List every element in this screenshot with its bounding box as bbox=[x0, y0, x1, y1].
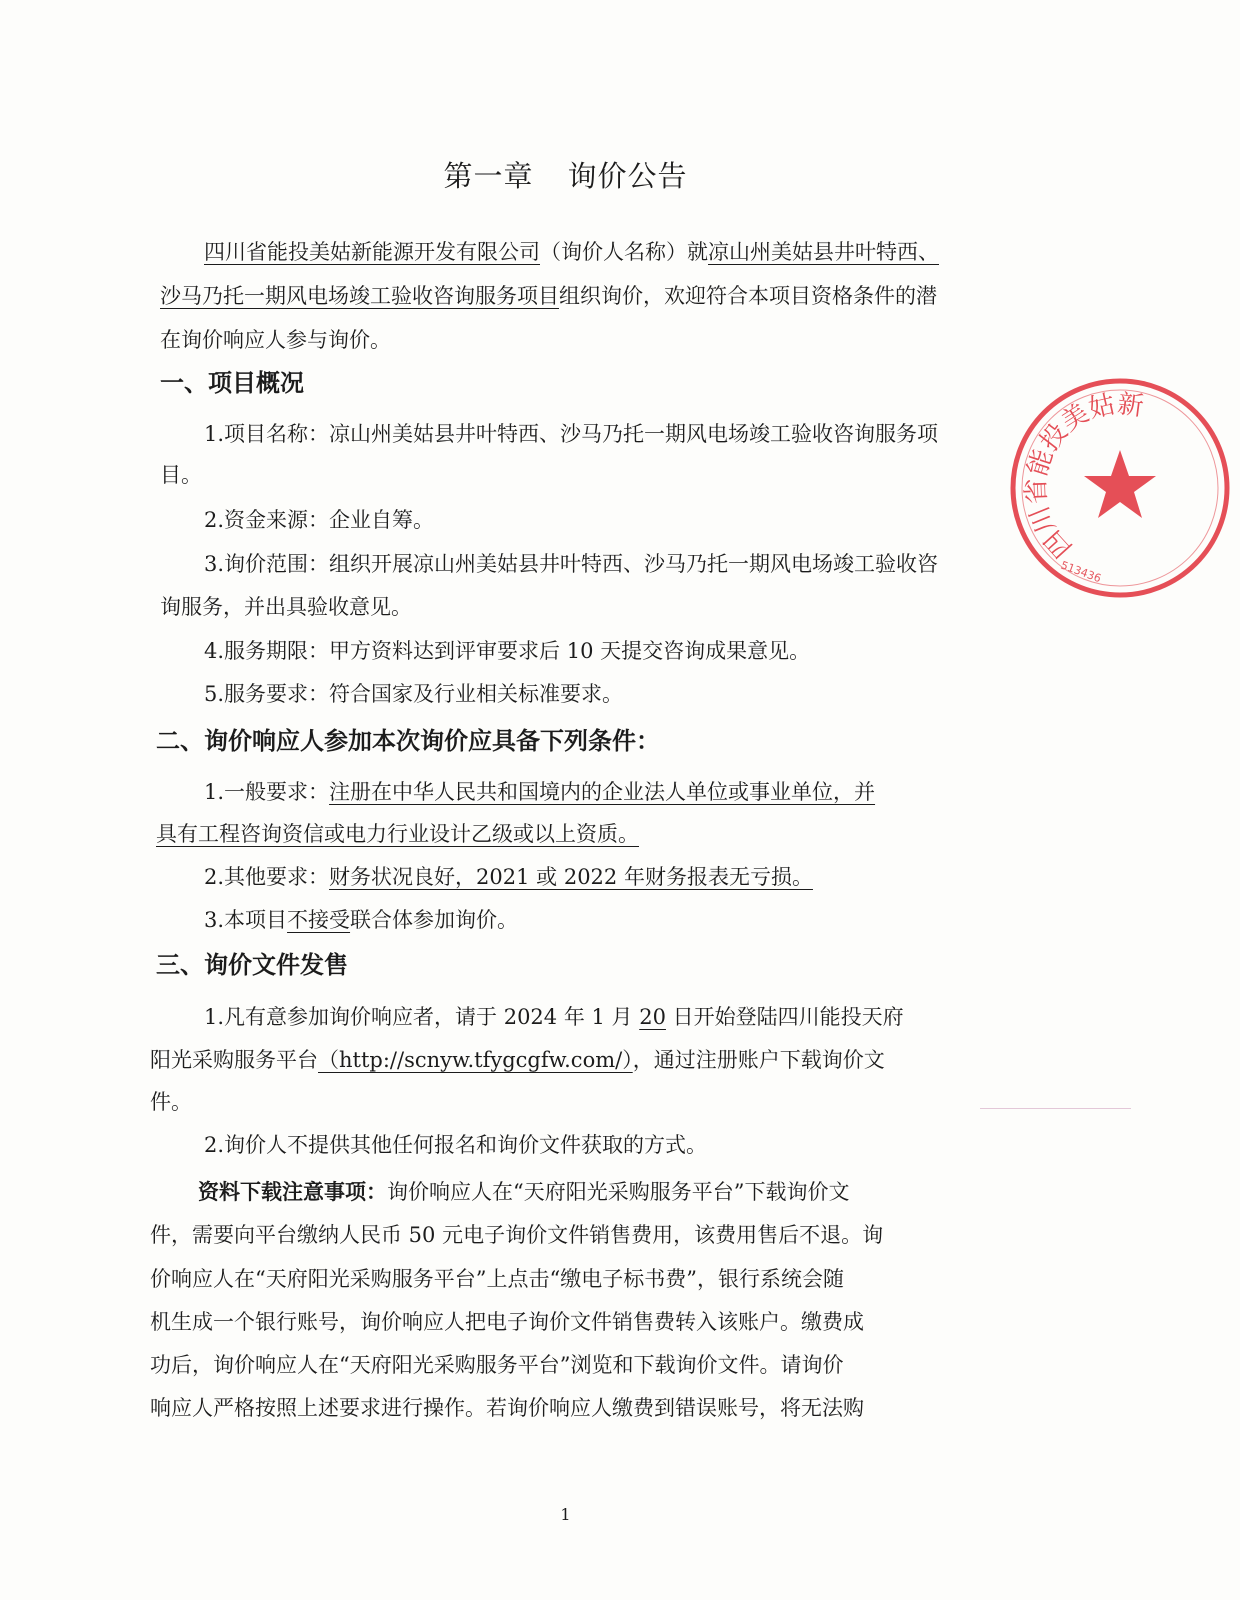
svg-text:513436: 513436 bbox=[1058, 558, 1103, 586]
overview-item-3: 3.询价范围：组织开展凉山州美姑县井叶特西、沙马乃托一期风电场竣工验收咨 bbox=[204, 552, 939, 576]
overview-item-2: 2.资金来源：企业自筹。 bbox=[204, 508, 435, 532]
sale-item-2: 2.询价人不提供其他任何报名和询价文件获取的方式。 bbox=[204, 1133, 708, 1157]
page-number: 1 bbox=[560, 1505, 571, 1524]
download-note-label: 资料下载注意事项： bbox=[198, 1180, 387, 1204]
conditions-item-1: 1.一般要求：注册在中华人民共和国境内的企业法人单位或事业单位，并 bbox=[204, 780, 876, 804]
intro-line-1: 四川省能投美姑新能源开发有限公司（询价人名称）就凉山州美姑县井叶特西、 bbox=[204, 240, 939, 264]
overview-item-3-cont: 询服务，并出具验收意见。 bbox=[160, 595, 412, 619]
overview-item-1-cont: 目。 bbox=[160, 463, 202, 487]
download-note-line-6: 响应人严格按照上述要求进行操作。若询价响应人缴费到错误账号，将无法购 bbox=[150, 1396, 864, 1420]
sale-item-1-end: 件。 bbox=[150, 1090, 192, 1114]
conditions-item-2: 2.其他要求：财务状况良好，2021 或 2022 年财务报表无亏损。 bbox=[204, 865, 813, 889]
intro-line-2: 沙马乃托一期风电场竣工验收咨询服务项目组织询价，欢迎符合本项目资格条件的潜 bbox=[160, 284, 937, 308]
chapter-label: 第一章 bbox=[443, 159, 534, 193]
conditions-item-3: 3.本项目不接受联合体参加询价。 bbox=[204, 908, 519, 932]
company-name: 四川省能投美姑新能源开发有限公司 bbox=[204, 240, 540, 264]
page-title bbox=[0, 154, 1131, 195]
overview-item-5: 5.服务要求：符合国家及行业相关标准要求。 bbox=[204, 682, 624, 706]
download-note-line-5: 功后，询价响应人在“天府阳光采购服务平台”浏览和下载询价文件。请询价 bbox=[150, 1353, 844, 1377]
overview-item-1: 1.项目名称：凉山州美姑县井叶特西、沙马乃托一期风电场竣工验收咨询服务项 bbox=[204, 422, 939, 446]
project-name-part1: 凉山州美姑县井叶特西、 bbox=[708, 240, 939, 264]
sale-item-1-cont: 阳光采购服务平台（http://scnyw.tfygcgfw.com/），通过注册账户下载询价文 bbox=[150, 1048, 885, 1072]
download-note-line-2: 件，需要向平台缴纳人民币 50 元电子询价文件销售费用，该费用售后不退。询 bbox=[150, 1223, 884, 1247]
conditions-item-1-cont: 具有工程咨询资信或电力行业设计乙级或以上资质。 bbox=[156, 822, 639, 846]
company-seal-icon bbox=[1000, 368, 1240, 608]
sale-item-1: 1.凡有意参加询价响应者，请于 2024 年 1 月 20 日开始登陆四川能投天府 bbox=[204, 1005, 904, 1029]
section-heading-conditions: 二、询价响应人参加本次询价应具备下列条件： bbox=[156, 727, 660, 755]
download-note-line-3: 价响应人在“天府阳光采购服务平台”上点击“缴电子标书费”，银行系统会随 bbox=[150, 1267, 844, 1291]
project-name-part2: 沙马乃托一期风电场竣工验收咨询服务项目 bbox=[160, 284, 559, 308]
svg-text:四川省能投美姑新: 四川省能投美姑新 bbox=[1021, 389, 1146, 564]
overview-item-4: 4.服务期限：甲方资料达到评审要求后 10 天提交咨询成果意见。 bbox=[204, 639, 811, 663]
scan-artifact-line bbox=[980, 1108, 1131, 1109]
download-note-line-1: 资料下载注意事项：询价响应人在“天府阳光采购服务平台”下载询价文 bbox=[198, 1180, 850, 1204]
start-day: 20 bbox=[639, 1005, 666, 1029]
platform-url-link[interactable]: （http://scnyw.tfygcgfw.com/） bbox=[318, 1048, 633, 1072]
intro-line-3: 在询价响应人参与询价。 bbox=[160, 328, 391, 352]
section-heading-overview: 一、项目概况 bbox=[160, 369, 304, 397]
chapter-name: 询价公告 bbox=[567, 159, 688, 193]
section-heading-sale: 三、询价文件发售 bbox=[156, 951, 348, 979]
download-note-line-4: 机生成一个银行账号，询价响应人把电子询价文件销售费转入该账户。缴费成 bbox=[150, 1310, 864, 1334]
